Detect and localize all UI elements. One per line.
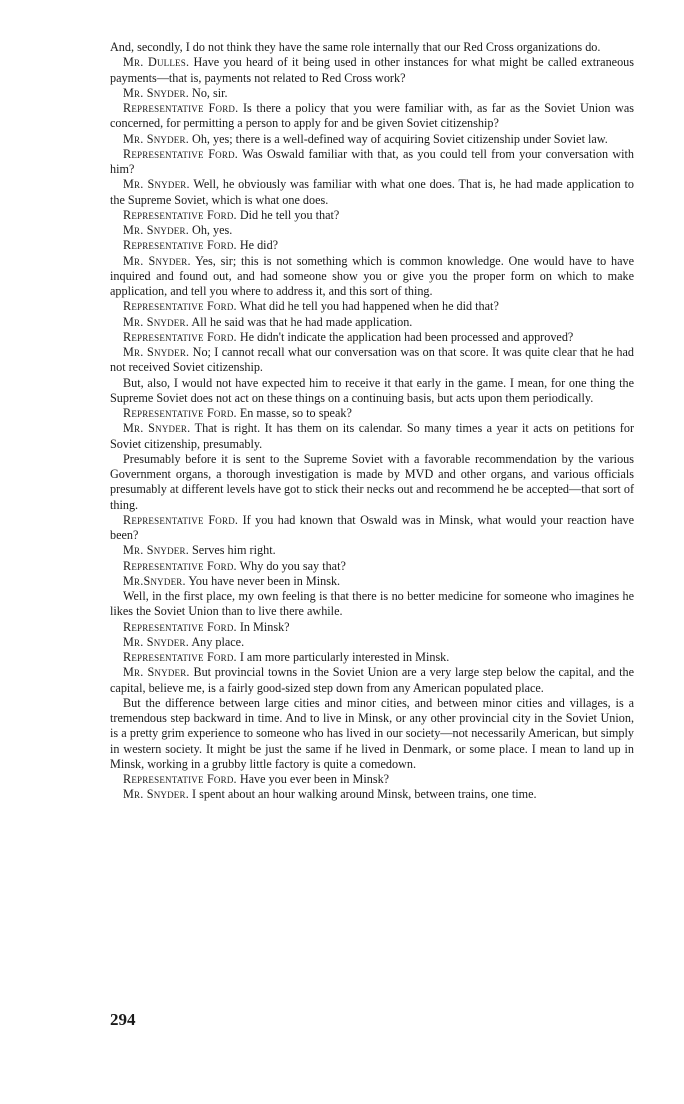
paragraph-text: Serves him right. [192,543,276,558]
paragraph-text: He did? [239,238,279,253]
transcript-paragraph [110,299,634,314]
transcript-paragraph [110,238,634,253]
speaker-name: Representative Ford. [123,299,237,314]
transcript-paragraph [110,254,634,300]
speaker-name: Representative Ford. [123,619,237,634]
transcript-paragraph [110,315,634,330]
transcript-paragraph [110,559,634,574]
paragraph-text: If you had known that Oswald was in Minsk, what would your reaction have been? [110,512,635,542]
paragraph-text: Well, he obviously was familiar with what one does. That is, he had made application to the Supreme Soviet, which is what one does. [110,177,634,207]
speaker-name: Representative Ford. [123,101,239,115]
paragraph-text: You have never been in Minsk. [188,573,341,588]
transcript-paragraph [110,223,634,238]
paragraph-text: Oh, yes; there is a well-defined way of acquiring Soviet citizenship under Soviet law. [192,131,608,146]
paragraph-text: He didn't indicate the application had been processed and approved? [239,329,574,344]
page-number: 294 [110,1010,136,1029]
transcript-paragraph [110,376,634,407]
speaker-name: Mr. Dulles. [123,55,190,70]
transcript-paragraph [110,147,634,178]
speaker-name: Mr. Snyder. [123,665,190,680]
speaker-name: Mr. Snyder. [123,85,189,100]
transcript-paragraph [110,650,634,665]
transcript-paragraph [110,589,634,620]
speaker-name: Representative Ford. [123,772,237,786]
speaker-name: Representative Ford. [123,650,237,664]
transcript-paragraph [110,635,634,650]
speaker-name: Mr. Snyder. [123,314,189,329]
paragraph-text: I am more particularly interested in Minsk. [239,650,450,664]
paragraph-text: And, secondly, I do not think they have the same role internally that our Red Cross organizations do. [110,40,601,54]
transcript-paragraph [110,696,634,772]
speaker-name: Mr. Snyder. [123,543,189,558]
paragraph-text: But, also, I would not have expected him to receive it that early in the game. I mean, for one thing the Supreme Soviet does not act on these things on a continuing basis, but acts upon them periodically. [110,375,634,405]
speaker-name: Representative Ford. [123,558,237,573]
transcript-paragraph [110,620,634,635]
speaker-name: Mr. Snyder. [123,345,190,359]
transcript-paragraph [110,574,634,589]
paragraph-text: Well, in the first place, my own feeling is that there is no better medicine for someone who imagines he likes the Soviet Union than to live there awhile. [110,589,634,619]
speaker-name: Mr. Snyder. [123,787,189,802]
transcript-paragraph [110,452,634,513]
paragraph-text: Have you ever been in Minsk? [239,772,390,786]
paragraph-text: No; I cannot recall what our conversation was on that score. It was quite clear that he had not received Soviet citizenship. [110,345,634,375]
speaker-name: Representative Ford. [123,329,237,344]
paragraph-text: Presumably before it is sent to the Supreme Soviet with a favorable recommendation by the various Government organs, a thorough investigation is made by MVD and other organs, and various officials presumably at different levels have got to stick their necks out and recommend he be accepted—that sort of thing. [110,451,634,512]
speaker-name: Representative Ford. [123,207,237,222]
paragraph-text: What did he tell you had happened when he did that? [239,299,499,314]
speaker-name: Mr.Snyder. [123,573,186,588]
transcript-paragraph [110,208,634,223]
transcript-paragraph [110,40,634,55]
paragraph-text: Yes, sir; this is not something which is common knowledge. One would have to have inquired and found out, and had someone show you or give you the proper form on which to make application, and tell you where to address it, and this sort of thing. [110,253,634,298]
speaker-name: Mr. Snyder. [123,223,189,237]
transcript-paragraph [110,345,634,376]
speaker-name: Mr. Snyder. [123,131,189,146]
paragraph-text: No, sir. [192,85,228,100]
transcript-paragraph [110,543,634,558]
transcript-paragraph [110,86,634,101]
speaker-name: Representative Ford. [123,406,237,420]
speaker-name: Mr. Snyder. [123,634,189,649]
transcript-body [110,40,634,803]
speaker-name: Mr. Snyder. [123,177,190,192]
paragraph-text: Was Oswald familiar with that, as you could tell from your conversation with him? [110,146,634,176]
transcript-paragraph [110,513,634,544]
transcript-paragraph [110,421,634,452]
speaker-name: Mr. Snyder. [123,253,191,268]
paragraph-text: En masse, so to speak? [239,406,352,420]
transcript-paragraph [110,772,634,787]
paragraph-text: Is there a policy that you were familiar with, as far as the Soviet Union was concerned, for permitting a person to apply for and be given Soviet citizenship? [110,101,635,131]
speaker-name: Representative Ford. [123,146,239,161]
transcript-paragraph [110,55,634,86]
transcript-paragraph [110,101,634,132]
transcript-paragraph [110,177,634,208]
paragraph-text: Any place. [191,634,245,649]
paragraph-text: But the difference between large cities and minor cities, and between minor cities and villages, is a tremendous step backward in time. And to live in Minsk, or any other provincial city in the Soviet Union, is a pretty grim experience to someone who has lived in our society—not necessarily American, but simply in western society. It might be just the same if he lived in Denmark, or some place. I mean to land up in Minsk, working in a grubby little factory is quite a comedown. [110,695,634,771]
transcript-paragraph [110,665,634,696]
transcript-paragraph [110,132,634,147]
paragraph-text: Have you heard of it being used in other instances for what might be called extraneous payments—that is, payments not related to Red Cross work? [110,55,635,85]
paragraph-text: Why do you say that? [239,558,346,573]
paragraph-text: All he said was that he had made application. [191,314,413,329]
transcript-paragraph [110,406,634,421]
paragraph-text: Oh, yes. [192,223,233,237]
paragraph-text: Did he tell you that? [239,207,340,222]
paragraph-text: That is right. It has them on its calendar. So many times a year it acts on petitions for Soviet citizenship, presumably. [110,421,634,451]
paragraph-text: In Minsk? [239,619,290,634]
paragraph-text: I spent about an hour walking around Minsk, between trains, one time. [192,787,537,802]
transcript-paragraph [110,787,634,802]
speaker-name: Representative Ford. [123,238,237,253]
transcript-paragraph [110,330,634,345]
paragraph-text: But provincial towns in the Soviet Union are a very large step below the capital, and the capital, believe me, is a fairly good-sized step down from any American populated place. [110,665,634,695]
speaker-name: Representative Ford. [123,512,239,527]
speaker-name: Mr. Snyder. [123,421,191,436]
